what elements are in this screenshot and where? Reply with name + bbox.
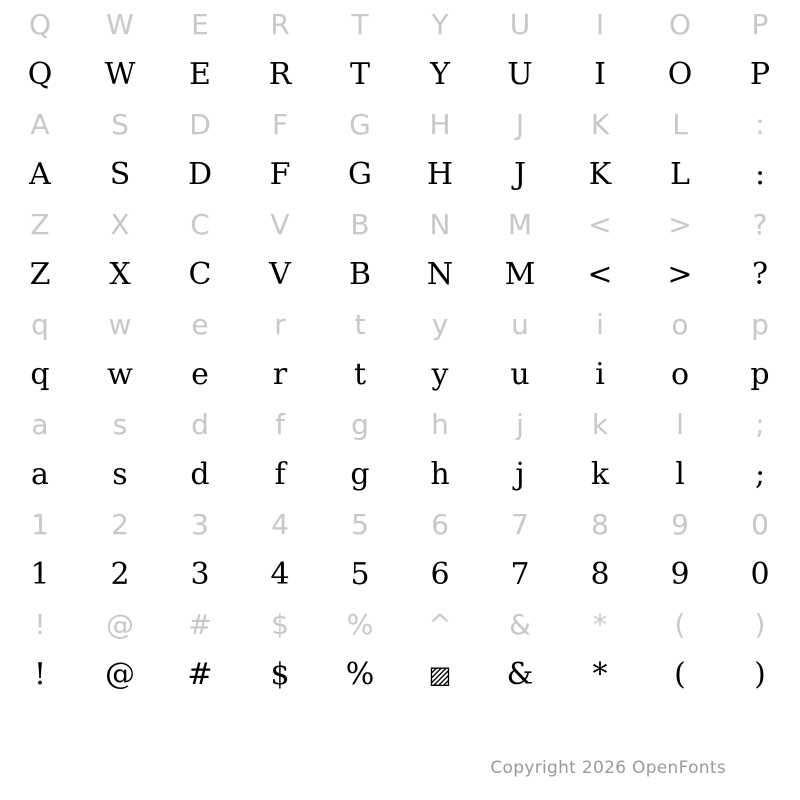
specimen-glyph: 6 [430,557,450,592]
specimen-glyph: O [667,57,693,92]
reference-glyph: F [271,108,289,141]
specimen-glyph: a [31,457,49,492]
specimen-glyph: H [426,157,454,192]
specimen-glyph: * [592,657,608,692]
specimen-glyph: f [274,457,286,492]
reference-glyph: > [668,208,692,241]
specimen-glyph: h [430,457,450,492]
reference-glyph: 0 [751,508,769,541]
specimen-glyph: A [29,157,51,192]
specimen-glyph: i [595,357,605,392]
reference-glyph: 1 [31,508,49,541]
reference-glyph: q [31,308,49,341]
specimen-glyph: k [590,457,610,492]
specimen-glyph: u [510,357,530,392]
reference-glyph: 5 [351,508,369,541]
specimen-glyph: t [353,357,367,392]
specimen-glyph: s [112,457,128,492]
specimen-glyph: j [515,457,525,492]
specimen-glyph: ? [751,257,769,292]
specimen-glyph: M [504,257,536,292]
reference-glyph: u [511,308,529,341]
specimen-glyph: W [104,57,136,92]
reference-glyph: D [189,108,211,141]
specimen-glyph: q [30,357,50,392]
reference-glyph: ; [755,408,765,441]
specimen-glyph: I [594,57,606,92]
specimen-glyph: # [187,657,213,692]
reference-glyph: 4 [271,508,289,541]
reference-glyph: @ [106,608,134,641]
reference-glyph: e [191,308,209,341]
specimen-glyph: N [426,257,454,292]
reference-glyph: t [354,308,366,341]
reference-glyph: A [30,108,50,141]
reference-glyph: * [593,608,607,641]
reference-glyph: Y [431,8,449,41]
reference-glyph: r [274,308,286,341]
specimen-glyph: r [272,357,288,392]
reference-glyph: y [431,308,449,341]
specimen-glyph: ) [754,657,766,692]
specimen-glyph: S [109,157,131,192]
reference-glyph: ( [674,608,686,641]
reference-glyph: f [275,408,285,441]
specimen-glyph: % [345,657,375,692]
specimen-glyph: 1 [30,557,50,592]
reference-glyph: G [349,108,371,141]
reference-glyph: Z [30,208,50,241]
specimen-glyph: G [348,157,372,192]
reference-glyph: h [431,408,449,441]
reference-glyph: U [509,8,531,41]
reference-glyph: 6 [431,508,449,541]
specimen-glyph: o [670,357,690,392]
reference-glyph: M [507,208,533,241]
reference-glyph: I [595,8,605,41]
reference-glyph: w [108,308,132,341]
specimen-glyph: : [754,157,766,192]
reference-glyph: S [111,108,129,141]
reference-glyph: R [270,8,290,41]
specimen-glyph: 7 [510,557,530,592]
specimen-glyph: R [268,57,292,92]
specimen-glyph: l [675,457,685,492]
specimen-glyph: d [190,457,210,492]
reference-glyph: 9 [671,508,689,541]
specimen-glyph: C [188,257,212,292]
specimen-glyph: @ [105,657,135,692]
reference-glyph: p [751,308,769,341]
specimen-glyph: K [588,157,612,192]
reference-glyph: 7 [511,508,529,541]
reference-glyph: k [591,408,609,441]
reference-glyph: ! [34,608,46,641]
specimen-glyph: L [670,157,690,192]
reference-glyph: O [668,8,692,41]
reference-glyph: # [188,608,212,641]
reference-glyph: C [190,208,210,241]
specimen-glyph: B [348,257,372,292]
reference-glyph: ^ [428,608,452,641]
specimen-glyph: Y [430,57,450,92]
specimen-glyph: < [587,257,613,292]
specimen-glyph: E [189,57,211,92]
specimen-glyph: 5 [350,557,370,592]
reference-glyph: E [191,8,209,41]
specimen-glyph: & [506,657,534,692]
specimen-glyph: 4 [270,557,290,592]
reference-glyph: $ [271,608,289,641]
reference-glyph: d [191,408,209,441]
specimen-glyph: J [513,157,527,192]
specimen-glyph: P [749,57,771,92]
reference-glyph: W [106,8,134,41]
reference-glyph: Q [28,8,52,41]
reference-glyph: T [351,8,369,41]
specimen-glyph: g [350,457,370,492]
reference-glyph: K [590,108,610,141]
reference-glyph: ) [754,608,766,641]
specimen-glyph: 2 [110,557,130,592]
specimen-glyph: F [269,157,291,192]
reference-glyph: B [350,208,370,241]
specimen-glyph: Z [29,257,51,292]
specimen-glyph: V [269,257,291,292]
specimen-glyph: ; [754,457,766,492]
reference-glyph: 8 [591,508,609,541]
specimen-glyph: U [507,57,533,92]
specimen-glyph: 3 [190,557,210,592]
reference-glyph: % [346,608,374,641]
specimen-glyph: $ [270,657,290,692]
specimen-glyph: D [187,157,213,192]
reference-glyph: & [509,608,531,641]
reference-glyph: P [751,8,769,41]
specimen-glyph: 8 [590,557,610,592]
reference-glyph: X [110,208,130,241]
specimen-glyph: p [750,357,770,392]
specimen-glyph: ( [674,657,686,692]
specimen-glyph: e [191,357,209,392]
reference-glyph: a [31,408,49,441]
specimen-glyph: w [107,357,133,392]
reference-glyph: V [270,208,290,241]
specimen-glyph: > [667,257,693,292]
reference-glyph: N [429,208,451,241]
reference-glyph: o [671,308,689,341]
specimen-glyph: ▨ [428,661,452,689]
reference-glyph: i [596,308,604,341]
reference-glyph: < [588,208,612,241]
reference-glyph: J [515,108,525,141]
reference-glyph: s [112,408,128,441]
specimen-glyph: Q [27,57,53,92]
specimen-glyph: y [431,357,449,392]
reference-glyph: H [429,108,451,141]
reference-glyph: 2 [111,508,129,541]
reference-glyph: j [516,408,524,441]
reference-glyph: : [755,108,765,141]
reference-glyph: l [676,408,684,441]
specimen-glyph: ! [33,657,47,692]
specimen-glyph: 0 [750,557,770,592]
reference-glyph: g [351,408,369,441]
reference-glyph: ? [752,208,768,241]
specimen-glyph: X [109,257,131,292]
specimen-glyph: 9 [670,557,690,592]
copyright-notice: Copyright 2026 OpenFonts [490,758,726,778]
reference-glyph: L [672,108,688,141]
specimen-glyph: T [349,57,370,92]
reference-glyph: 3 [191,508,209,541]
